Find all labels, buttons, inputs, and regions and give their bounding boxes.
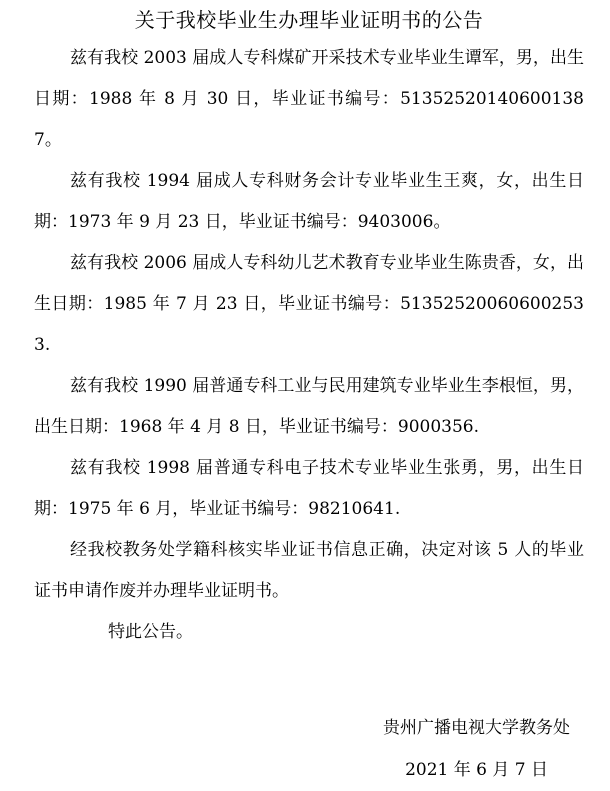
paragraph-chen-guixiang: 兹有我校 2006 届成人专科幼儿艺术教育专业毕业生陈贵香，女，出生日期：1985 年 7 月 23 日，毕业证书编号：513525200606002533.: [34, 253, 584, 355]
closing-statement: 特此公告。: [108, 622, 193, 642]
paragraph-decision: 经我校教务处学籍科核实毕业证书信息正确，决定对该 5 人的毕业证书申请作废并办理毕业证明书。: [34, 540, 584, 601]
paragraph-li-genheng: 兹有我校 1990 届普通专科工业与民用建筑专业毕业生李根恒，男，出生日期：1968 年 4 月 8 日，毕业证书编号：9000356.: [34, 376, 584, 437]
paragraph-wang-shuang: 兹有我校 1994 届成人专科财务会计专业毕业生王爽，女，出生日期：1973 年 9 月 23 日，毕业证书编号：9403006。: [34, 171, 584, 232]
document-title: 关于我校毕业生办理毕业证明书的公告: [134, 8, 484, 32]
paragraph-tan-jun: 兹有我校 2003 届成人专科煤矿开采技术专业毕业生谭军，男，出生日期：1988 年 8 月 30 日，毕业证书编号：513525201406001387。: [34, 48, 584, 150]
paragraph-zhang-yong: 兹有我校 1998 届普通专科电子技术专业毕业生张勇，男，出生日期：1975 年 6 月，毕业证书编号：98210641.: [34, 458, 584, 519]
signature-office: 贵州广播电视大学教务处: [383, 718, 570, 738]
signature-date: 2021 年 6 月 7 日: [405, 760, 548, 780]
